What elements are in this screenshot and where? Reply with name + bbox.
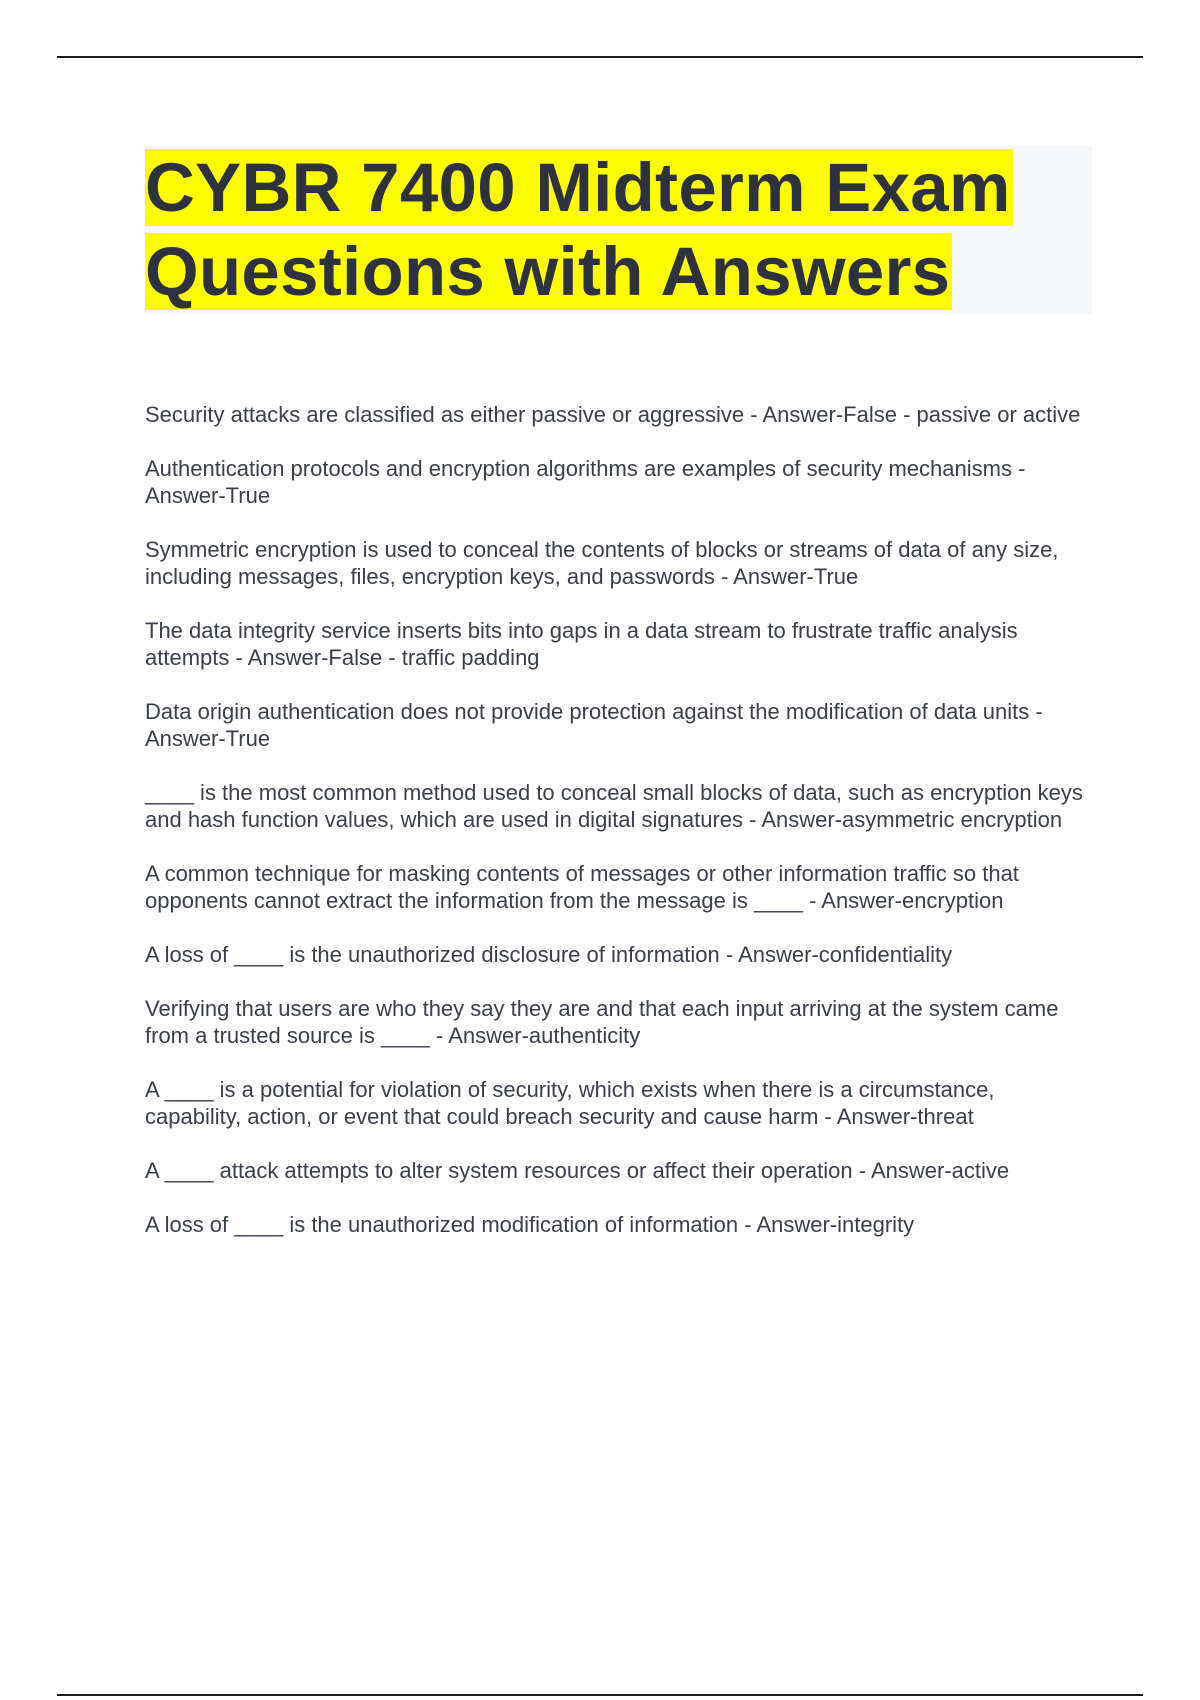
title-line-2: Questions with Answers [145,233,951,310]
qa-item: A ____ attack attempts to alter system resources or affect their operation - Answer-active [145,1158,1010,1183]
qa-item: A loss of ____ is the unauthorized modification of information - Answer-integrity [145,1212,915,1237]
qa-item: A ____ is a potential for violation of security, which exists when there is a circumstance, capability, action, or event that could breach security and cause harm - Answer-threat [145,1077,995,1129]
qa-item: Security attacks are classified as either passive or aggressive - Answer-False - passive or active [145,402,1081,427]
qa-item: Verifying that users are who they say they are and that each input arriving at the system came from a trusted source is ____ - Answer-authenticity [145,996,1059,1048]
qa-item: Symmetric encryption is used to conceal the contents of blocks or streams of data of any size, including messages, files, encryption keys, and passwords - Answer-True [145,537,1059,589]
qa-item: A common technique for masking contents of messages or other information traffic so that opponents cannot extract the information from the message is ____ - Answer-encryption [145,861,1019,913]
qa-item: The data integrity service inserts bits into gaps in a data stream to frustrate traffic analysis attempts - Answer-False - traffic padding [145,618,1018,670]
document-title [145,146,1092,314]
top-rule [57,56,1143,58]
bottom-rule [57,1694,1143,1696]
qa-list [145,401,1095,1265]
qa-item: ____ is the most common method used to conceal small blocks of data, such as encryption keys and hash function values, which are used in digital signatures - Answer-asymmetric encryption [145,780,1083,832]
title-block [145,146,1092,314]
qa-item: Data origin authentication does not provide protection against the modification of data units - Answer-True [145,699,1043,751]
qa-item: A loss of ____ is the unauthorized disclosure of information - Answer-confidentiality [145,942,953,967]
title-line-1: CYBR 7400 Midterm Exam [145,149,1011,226]
qa-item: Authentication protocols and encryption algorithms are examples of security mechanisms - Answer-True [145,456,1026,508]
